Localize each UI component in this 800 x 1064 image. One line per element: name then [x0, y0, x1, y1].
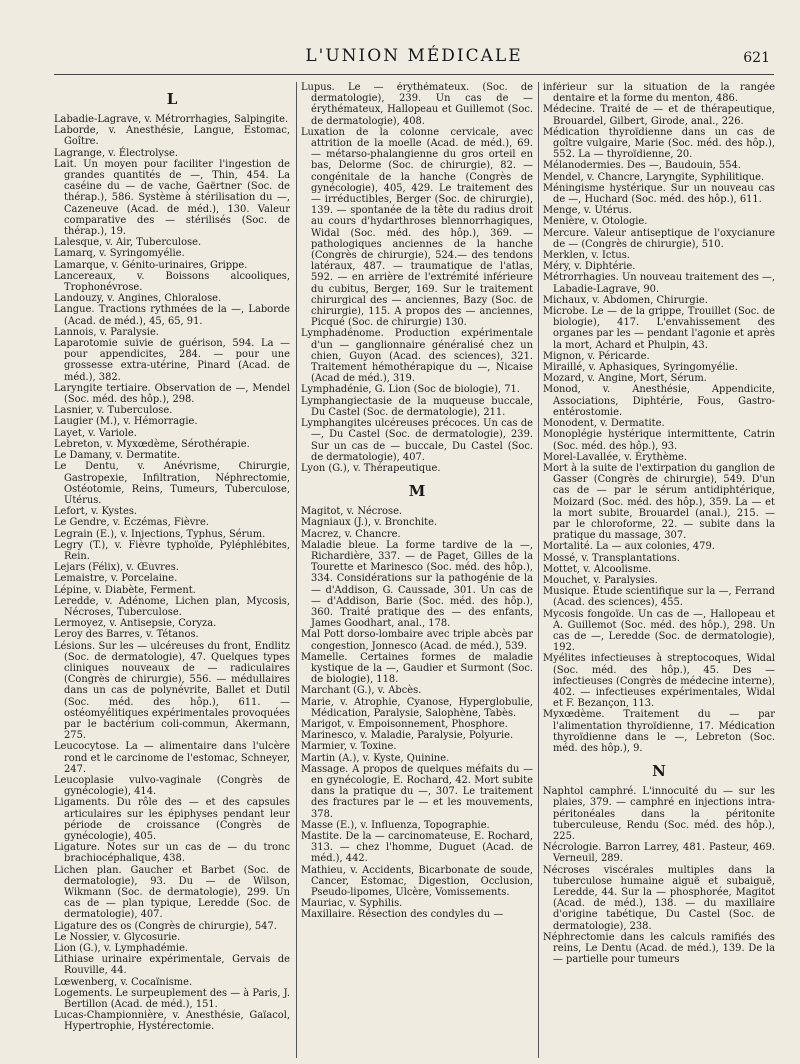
index-entry: Mort à la suite de l'extirpation du ganglion de Gasser (Congrès de chirurgie), 549. D'un cas de — par le sérum antidiphtérique, Moizard (Soc. méd. des hôp.), 359. La — et la mort subite, Brouardel (anal.), 215. — par le chloroforme, 22. — subite dans la pratique du massage, 307.	[543, 462, 775, 542]
index-entry: Lamarq, v. Syringomyélie.	[54, 248, 185, 260]
index-entry: Monodent, v. Dermatite.	[543, 418, 665, 430]
index-entry: Méry, v. Diphtérie.	[543, 261, 636, 273]
index-entry: Maladie bleue. La forme tardive de la —, Richardière, 337. — de Paget, Gilles de la Tourette et Marinesco (Soc. méd. des hôp.), 334. Considérations sur la pathogénie de la — d'Addison, G. Caussade, 301. Un cas de — d'Addison, Barie (Soc. méd. des hôp.), 360. Traité pratique des — des enfants, James Goodhart, anal., 178.	[301, 539, 533, 630]
index-entry: Leucocytose. La — alimentaire dans l'ulcère rond et le carcinome de l'estomac, Schneyer, 247.	[54, 741, 290, 775]
index-entry: Ligature des os (Congrès de chirurgie), 547.	[54, 920, 277, 932]
index-entry: Lasnier, v. Tuberculose.	[54, 405, 173, 417]
index-entry: Lœwenberg, v. Cocaïnisme.	[54, 976, 193, 988]
index-entry: Michaux, v. Abdomen, Chirurgie.	[543, 294, 708, 306]
index-entry: Lymphadénie, G. Lion (Soc de biologie), 71.	[301, 384, 520, 396]
index-entry: Mouchet, v. Paralysies.	[543, 574, 658, 586]
index-entry: Lésions. Sur les — ulcéreuses du front, Endlitz (Soc. de dermatologie), 47. Quelques types cliniques nouveaux de — radiculaires (Congrès de chirurgie), 556. — médullaires dans un cas de polynévrite, Ballet et Dutil (Soc. méd. des hôp.), 611. — ostéomyélitiques expérimentales provoquées par le bactérium coli-commun, Akermann, 275.	[54, 640, 290, 742]
index-entry: Lyon (G.), v. Thérapeutique.	[301, 462, 441, 474]
index-entry: Médecine. Traité de — et de thérapeutique, Brouardel, Gilbert, Girode, anal., 226.	[543, 104, 775, 127]
index-entry: Lamarque, v. Génito-urinaires, Grippe.	[54, 259, 248, 271]
index-entry: Leroy des Barres, v. Tétanos.	[54, 629, 199, 641]
index-entry: Lait. Un moyen pour faciliter l'ingestion de grandes quantités de —, Thin, 454. La caséine du — de vache, Gaërtner (Soc. de thérap.), 586. Système à stérilisation du —, Cazeneuve (Acad. de méd.), 130. Valeur comparative des — stérilisés (Soc. de thérap.), 19.	[54, 158, 290, 238]
index-entry: Menière, v. Otologie.	[543, 216, 648, 228]
index-entry: Médication thyroïdienne dans un cas de goître vulgaire, Marie (Soc. méd. des hôp.), 552. La — thyroïdienne, 20.	[543, 126, 775, 161]
index-entry: Leredde, v. Adénome, Lichen plan, Mycosis, Nécroses, Tuberculose.	[54, 595, 290, 618]
index-entry: Méningisme hystérique. Sur un nouveau cas de —, Huchard (Soc. méd. des hôp.), 611.	[543, 182, 775, 206]
index-entry: Lichen plan. Gaucher et Barbet (Soc. de dermatologie), 93. Du — de Wilson, Wikmann (Soc. de dermatologie), 299. Un cas de — plan typique, Leredde (Soc. de dermatologie), 407.	[54, 864, 290, 921]
index-entry: Leucoplasie vulvo-vaginale (Congrès de gynécologie), 414.	[54, 774, 290, 798]
index-entry: Maxillaire. Résection des condyles du —	[301, 909, 504, 921]
index-entry: Monoplégie hystérique intermittente, Catrin (Soc. méd. des hôp.), 93.	[543, 429, 775, 452]
index-entry: Laugier (M.), v. Hémorragie.	[54, 416, 198, 428]
index-entry: Lupus. Le — érythémateux. (Soc. de dermatologie), 239. Un cas de — érythémateux, Hallopeau et Guillemot (Soc. de dermatologie), 408.	[301, 82, 533, 127]
index-entry: Marchant (G.), v. Abcès.	[301, 685, 422, 697]
index-entry: Mathieu, v. Accidents, Bicarbonate de soude, Cancer, Estomac, Digestion, Occlusion, Pseudo-lipomes, Ulcère, Vomissements.	[301, 864, 533, 899]
section-letter: M	[408, 482, 426, 501]
journal-title: L'UNION MÉDICALE	[305, 46, 523, 66]
index-entry: Mélanodermies. Des —, Baudouin, 554.	[543, 160, 741, 172]
index-entry: Lymphangiectasie de la muqueuse buccale, Du Castel (Soc. de dermatologie), 211.	[301, 395, 533, 418]
index-entry: Lithiase urinaire expérimentale, Gervais de Rouville, 44.	[54, 954, 290, 977]
index-entry: Mamelle. Certaines formes de maladie kystique de la —, Gaudier et Surmont (Soc. de biologie), 118.	[301, 651, 533, 686]
index-entry: Nécroses viscérales multiples dans la tuberculose humaine aiguë et subaiguë, Leredde, 44. Sur la — phosphorée, Magitot (Acad. de méd.), 138. — du maxillaire d'origine tabétique, Du Castel (Soc. de dermatologie), 238.	[543, 864, 775, 932]
index-entry: Néphrectomie dans les calculs ramifiés des reins, Le Dentu (Acad. de méd.), 139. De la — partielle pour tumeurs	[543, 931, 775, 966]
index-entry: Marinesco, v. Maladie, Paralysie, Polyurie.	[301, 730, 514, 742]
section-letter: L	[166, 90, 178, 108]
index-entry: Mastite. De la — carcinomateuse, E. Rochard, 313. — chez l'homme, Duguet (Acad. de méd.), 442.	[301, 831, 533, 865]
index-entry: Lion (G.), v. Lymphadémie.	[54, 943, 189, 955]
index-entry: Le Damany, v. Dermatite.	[54, 450, 180, 462]
index-entry: Lebreton, v. Myxœdème, Sérothérapie.	[54, 438, 250, 450]
index-entry: Marmier, v. Toxine.	[301, 741, 397, 753]
index-entry: Merklen, v. Ictus.	[543, 250, 630, 262]
index-entry: Luxation de la colonne cervicale, avec attrition de la moelle (Acad. de méd.), 69. — métarso-phalangienne du gros orteil en bas, Delorme (Soc. de chirurgie), 82. — congénitale de la hanche (Congrès de gynécologie), 405, 429. Le traitement des — irréductibles, Berger (Soc. de chirurgie), 139. — spontanée de la tête du radius droit au cours d'hydarthroses blennorrhagiques, Widal (Soc. méd. des hôp.), 369. — pathologiques anciennes de la hanche (Congrès de chirurgie), 524.— des tendons latéraux, 487. — traumatique de l'atlas, 592. — en arrière de l'extrémité inférieure du cubitus, Berger, 169. Sur le traitement chirurgical des — anciennes, Bazy (Soc. de chirurgie), 115. A propos des — anciennes, Picqué (Soc. de chirurgie) 130.	[301, 126, 533, 329]
index-entry: Landouzy, v. Angines, Chloralose.	[54, 293, 222, 305]
index-entry: Mal Pott dorso-lombaire avec triple abcès par congestion, Jonnesco (Acad. de méd.), 539.	[301, 629, 533, 652]
index-entry: Legrain (E.), v. Injections, Typhus, Sérum.	[54, 528, 266, 540]
index-entry: Ligaments. Du rôle des — et des capsules articulaires sur les épiphyses pendant leur période de croissance (Congrès de gynécologie), 405.	[54, 797, 290, 842]
index-entry: Lannois, v. Paralysie.	[54, 326, 159, 338]
index-entry: Miraillé, v. Aphasiques, Syringomyélie.	[543, 362, 738, 374]
index-entry: Mercure. Valeur antiseptique de l'oxycianure de — (Congrès de chirurgie), 510.	[543, 227, 775, 250]
index-entry: Métrorrhagies. Un nouveau traitement des —, Labadie-Lagrave, 90.	[543, 272, 775, 295]
index-entry: Microbe. Le — de la grippe, Trouillet (Soc. de biologie), 417. L'envahissement des organes par les — pendant l'agonie et après la mort, Achard et Phulpin, 43.	[543, 306, 775, 351]
index-entry: Mauriac, v. Syphilis.	[301, 898, 403, 910]
index-entry: Le Dentu, v. Anévrisme, Chirurgie, Gastropexie, Infiltration, Néphrectomie, Ostéotomie, Reins, Tumeurs, Tuberculose, Utérus.	[54, 461, 290, 506]
index-entry: Lancereaux, v. Boissons alcooliques, Trophonévrose.	[54, 270, 290, 294]
index-entry: Mortalité. La — aux colonies, 479.	[543, 541, 715, 553]
index-entry: Monod, v. Anesthésie, Appendicite, Associations, Diphtérie, Fous, Gastro-entérostomie.	[543, 384, 775, 418]
index-entry: Mozard, v. Angine, Mort, Sérum.	[543, 373, 707, 385]
index-column-3	[538, 82, 775, 1058]
index-entry: Menge, v. Utérus.	[543, 205, 632, 217]
index-entry: Marie, v. Atrophie, Cyanose, Hyperglobulie, Médication, Paralysie, Salophène, Tabès.	[301, 696, 533, 719]
index-entry: Musique. Étude scientifique sur la —, Ferrand (Acad. des sciences), 455.	[543, 586, 775, 609]
index-entry: Magniaux (J.), v. Bronchite.	[301, 517, 438, 529]
page-header	[54, 44, 774, 75]
index-entry: Lejars (Félix), v. Œuvres.	[54, 562, 179, 574]
index-entry: Mignon, v. Péricarde.	[543, 350, 650, 362]
index-entry: Labadie-Lagrave, v. Métrorrhagies, Salpingite.	[54, 114, 289, 125]
index-entry: Myélites infectieuses à streptocoques, Widal (Soc. méd. des hôp.), 45. Des — infectieuses (Congrès de médecine interne), 402. — infectieuses expérimentales, Widal et F. Bezançon, 113.	[543, 653, 775, 710]
index-entry: Le Gendre, v. Eczémas, Fièvre.	[54, 517, 209, 529]
index-entry: Lagrange, v. Électrolyse.	[54, 147, 179, 159]
index-entry: Laborde, v. Anesthésie, Langue, Estomac, Goître.	[54, 125, 290, 148]
index-entry: Lalesque, v. Air, Tuberculose.	[54, 237, 202, 249]
index-entry: Le Nossier, v. Glycosurie.	[54, 931, 181, 943]
section-letter: N	[652, 762, 666, 781]
index-entry: Legry (T.), v. Fièvre typhoïde, Pyléphlébites, Rein.	[54, 539, 290, 562]
index-entry: Lymphadénome. Production expérimentale d'un — ganglionnaire généralisé chez un chien, Guyon (Acad. des sciences), 321. Traitement hémothérapique du —, Nicaise (Acad de méd.), 319.	[301, 328, 533, 385]
index-entry: Mendel, v. Chancre, Laryngite, Syphilitique.	[543, 171, 765, 183]
index-entry: Logements. Le surpeuplement des — à Paris, J. Bertillon (Acad. de méd.), 151.	[54, 987, 290, 1011]
index-entry: Masse (E.), v. Influenza, Topographie.	[301, 819, 490, 831]
index-entry: Lymphangites ulcéreuses précoces. Un cas de —, Du Castel (Soc. de dermatologie), 239. Sur un cas de — buccale, Du Castel (Soc. de dermatologie), 407.	[301, 418, 533, 463]
index-entry: Martin (A.), v. Kyste, Quinine.	[301, 752, 450, 764]
index-entry: Nécrologie. Barron Larrey, 481. Pasteur, 469. Verneuil, 289.	[543, 842, 775, 865]
index-entry: Laparotomie suivie de guérison, 594. La — pour appendicites, 284. — pour une grossesse extra-utérine, Pinard (Acad. de méd.), 382.	[54, 338, 290, 383]
index-entry: Mottet, v. Alcoolisme.	[543, 563, 652, 575]
index-entry: Langue. Tractions rythmées de la —, Laborde (Acad. de méd.), 45, 65, 91.	[54, 304, 290, 327]
index-entry: Macrez, v. Chancre.	[301, 528, 401, 540]
index-column-1	[54, 82, 290, 1058]
index-column-2	[296, 82, 533, 1058]
index-entry: Lermoyez, v. Antisepsie, Coryza.	[54, 618, 217, 630]
index-entry: Massage. A propos de quelques méfaits du — en gynécologie, E. Rochard, 42. Mort subite dans la pratique du —, 307. Le traitement des fractures par le — et les mouvements, 378.	[301, 763, 533, 820]
page-number: 621	[743, 50, 770, 66]
index-entry: Marigot, v. Empoisonnement, Phosphore.	[301, 718, 508, 730]
index-columns	[54, 82, 774, 1058]
index-entry: Lépine, v. Diabète, Ferment.	[54, 584, 196, 596]
index-entry: Lemaistre, v. Porcelaine.	[54, 573, 178, 585]
index-entry: Mycosis fongoïde. Un cas de —, Hallopeau et A. Guillemot (Soc. méd. des hôp.), 298. Un cas de —, Leredde (Soc. de dermatologie), 192.	[543, 608, 775, 654]
index-entry: Ligature. Notes sur un cas de — du tronc brachiocéphalique, 438.	[54, 842, 290, 865]
index-entry: Naphtol camphré. L'innocuité du — sur les plaies, 379. — camphré en injections intra-péritonéales dans la péritonite tuberculeuse, Rendu (Soc. méd. des hôp.), 225.	[543, 786, 775, 842]
index-entry: Magitot, v. Nécrose.	[301, 506, 403, 518]
index-entry: Myxœdème. Traitement du — par l'alimentation thyroïdienne, 17. Médication thyroïdienne dans le —, Lebreton (Soc. méd. des hôp.), 9.	[543, 709, 775, 754]
index-entry: inférieur sur la situation de la rangée dentaire et la forme du menton, 486.	[543, 82, 775, 105]
index-entry: Morel-Lavallée, v. Érythème.	[543, 451, 688, 463]
index-entry: Lefort, v. Kystes.	[54, 506, 138, 518]
index-entry: Layet, v. Variole.	[54, 427, 137, 439]
index-entry: Laryngite tertiaire. Observation de —, Mendel (Soc. méd. des hôp.), 298.	[54, 382, 290, 406]
index-entry: Mossé, v. Transplantations.	[543, 552, 680, 564]
index-entry: Lucas-Championnière, v. Anesthésie, Gaïacol, Hypertrophie, Hystérectomie.	[54, 1010, 290, 1033]
